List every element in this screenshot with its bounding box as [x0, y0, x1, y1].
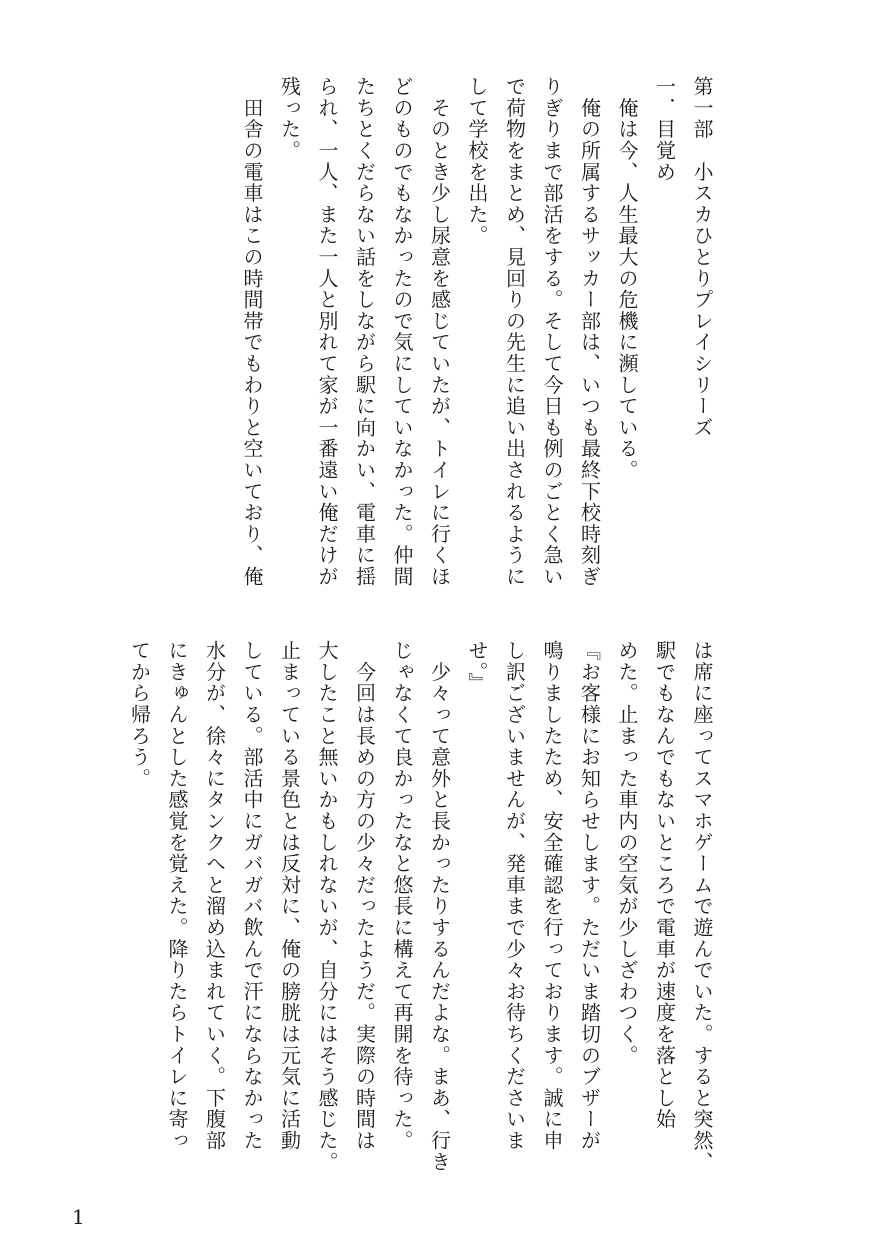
text-column: せ。』 [465, 640, 489, 694]
text-column: てから帰ろう。 [127, 640, 152, 790]
text-column: 田舎の電車はこの時間帯でもわりと空いており、俺 [240, 76, 264, 588]
text-column: たちとくだらない話をしながら駅に向かい、電車に揺 [352, 76, 377, 588]
text-column: 俺の所属するサッカー部は、いつも最終下校時刻ぎ [577, 76, 602, 588]
upper-text-block [80, 76, 720, 616]
text-column: りぎりまで部活をする。そして今日も例のごとく急い [540, 76, 564, 588]
text-column: 止まっている景色とは反対に、俺の膀胱は元気に活動 [277, 640, 302, 1152]
text-column: にきゅんとした感覚を覚えた。降りたらトイレに寄っ [165, 640, 189, 1152]
text-column: 少々って意外と長かったりするんだよな。まあ、行き [427, 640, 452, 1173]
text-column: して学校を出た。 [465, 76, 489, 247]
text-column: は席に座ってスマホゲームで遊んでいた。すると突然、 [690, 640, 714, 1173]
text-column: そのとき少し尿意を感じていたが、トイレに行くほ [427, 76, 452, 588]
text-column: 大したこと無いかもしれないが、自分にはそう感じた。 [315, 640, 339, 1173]
lower-text-block [80, 640, 720, 1180]
text-column: 今回は長めの方の少々だったようだ。実際の時間は [352, 640, 377, 1152]
text-column: 俺は今、人生最大の危機に瀕している。 [615, 76, 639, 481]
text-column: どのものでもなかったので気にしていなかった。仲間 [390, 76, 414, 588]
text-column: し訳ございませんが、発車まで少々お待ちくださいま [502, 640, 527, 1152]
text-column: られ、一人、また一人と別れて家が一番遠い俺だけが [315, 76, 339, 588]
text-column: 鳴りましたため、安全確認を行っております。誠に申 [540, 640, 564, 1152]
text-column: 駅でもなんでもないところで電車が速度を落とし始 [652, 640, 677, 1130]
text-column: 第一部 小スカひとりプレイシリーズ [690, 76, 714, 439]
page-number: 1 [72, 1205, 85, 1229]
text-column: じゃなくて良かったなと悠長に構えて再開を待った。 [390, 640, 414, 1152]
text-column: している。部活中にガバガバ飲んで汗にならなかった [240, 640, 264, 1152]
text-column: 残った。 [277, 76, 302, 162]
text-column: 一．目覚め [652, 76, 677, 183]
text-column: めた。止まった車内の空気が少しざわつく。 [615, 640, 639, 1066]
text-column: 水分が、徐々にタンクへと溜め込まれていく。下腹部 [202, 640, 227, 1152]
text-column: 『お客様にお知らせします。ただいま踏切のブザーが [577, 640, 602, 1152]
text-column: で荷物をまとめ、見回りの先生に追い出されるように [502, 76, 527, 588]
